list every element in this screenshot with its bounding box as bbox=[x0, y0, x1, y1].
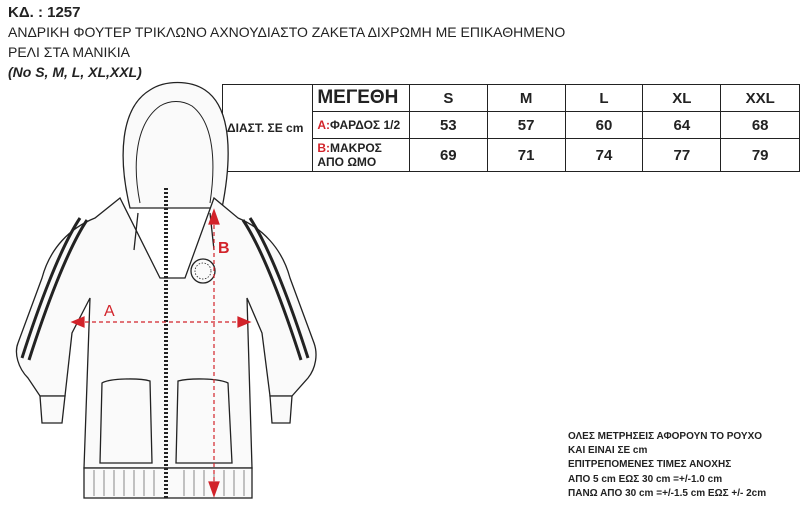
measurement-value: 69 bbox=[409, 139, 487, 172]
dimensions-label: ΔΙΑΣΤ. ΣΕ cm bbox=[223, 85, 313, 172]
left-pocket bbox=[100, 379, 152, 463]
product-code: ΚΔ. : 1257 bbox=[8, 4, 81, 21]
measurement-value: 53 bbox=[409, 112, 487, 139]
measurement-value: 68 bbox=[721, 112, 800, 139]
product-description-line1: ΑΝΔΡΙΚΗ ΦΟΥΤΕΡ ΤΡΙΚΛΩΝΟ ΑΧΝΟΥΔΙΑΣΤΟ ΖΑΚΕΤΑ ΔΙΧΡΩΜΗ ΜΕ ΕΠΙΚΑΘΗΜΕΝΟ bbox=[8, 24, 566, 40]
measurement-name: ΜΑΚΡΟΣ ΑΠΟ ΩΜΟ bbox=[317, 141, 382, 169]
right-cuff bbox=[270, 396, 292, 423]
left-cuff bbox=[40, 396, 65, 423]
measurement-value: 77 bbox=[643, 139, 721, 172]
measurement-key: A: bbox=[317, 118, 330, 132]
measurement-notes bbox=[568, 430, 766, 501]
measurement-value: 60 bbox=[565, 112, 643, 139]
sizes-label: ΜΕΓΕΘΗ bbox=[313, 85, 410, 112]
size-header: XL bbox=[643, 85, 721, 112]
note-line: ΕΠΙΤΡΕΠΟΜΕΝΕΣ ΤΙΜΕΣ ΑΝΟΧΗΣ bbox=[568, 459, 732, 471]
measurement-a-label: A bbox=[104, 303, 115, 320]
note-line: ΠΑΝΩ ΑΠΟ 30 cm =+/-1.5 cm ΕΩΣ +/- 2cm bbox=[568, 487, 767, 499]
size-header: L bbox=[565, 85, 643, 112]
measurement-b-label: B bbox=[218, 240, 230, 257]
size-header: S bbox=[409, 85, 487, 112]
measurement-value: 57 bbox=[487, 112, 565, 139]
product-description-line2: ΡΕΛΙ ΣΤΑ ΜΑΝΙΚΙΑ bbox=[8, 44, 130, 60]
measurement-value: 79 bbox=[721, 139, 800, 172]
measurement-value: 71 bbox=[487, 139, 565, 172]
size-header: M bbox=[487, 85, 565, 112]
note-line: ΚΑΙ ΕΙΝΑΙ ΣΕ cm bbox=[568, 445, 648, 457]
size-header: XXL bbox=[721, 85, 800, 112]
available-sizes-note: (No S, M, L, XL,XXL) bbox=[8, 64, 142, 80]
measurement-name: ΦΑΡΔΟΣ 1/2 bbox=[329, 118, 401, 132]
jacket-technical-drawing bbox=[0, 78, 330, 505]
measurement-key: B: bbox=[317, 141, 330, 155]
measurement-value: 64 bbox=[643, 112, 721, 139]
measurement-value: 74 bbox=[565, 139, 643, 172]
note-line: ΟΛΕΣ ΜΕΤΡΗΣΕΙΣ ΑΦΟΡΟΥΝ ΤΟ ΡΟΥΧΟ bbox=[568, 431, 763, 442]
note-line: ΑΠΟ 5 cm ΕΩΣ 30 cm =+/-1.0 cm bbox=[568, 473, 723, 485]
right-pocket bbox=[176, 379, 232, 463]
